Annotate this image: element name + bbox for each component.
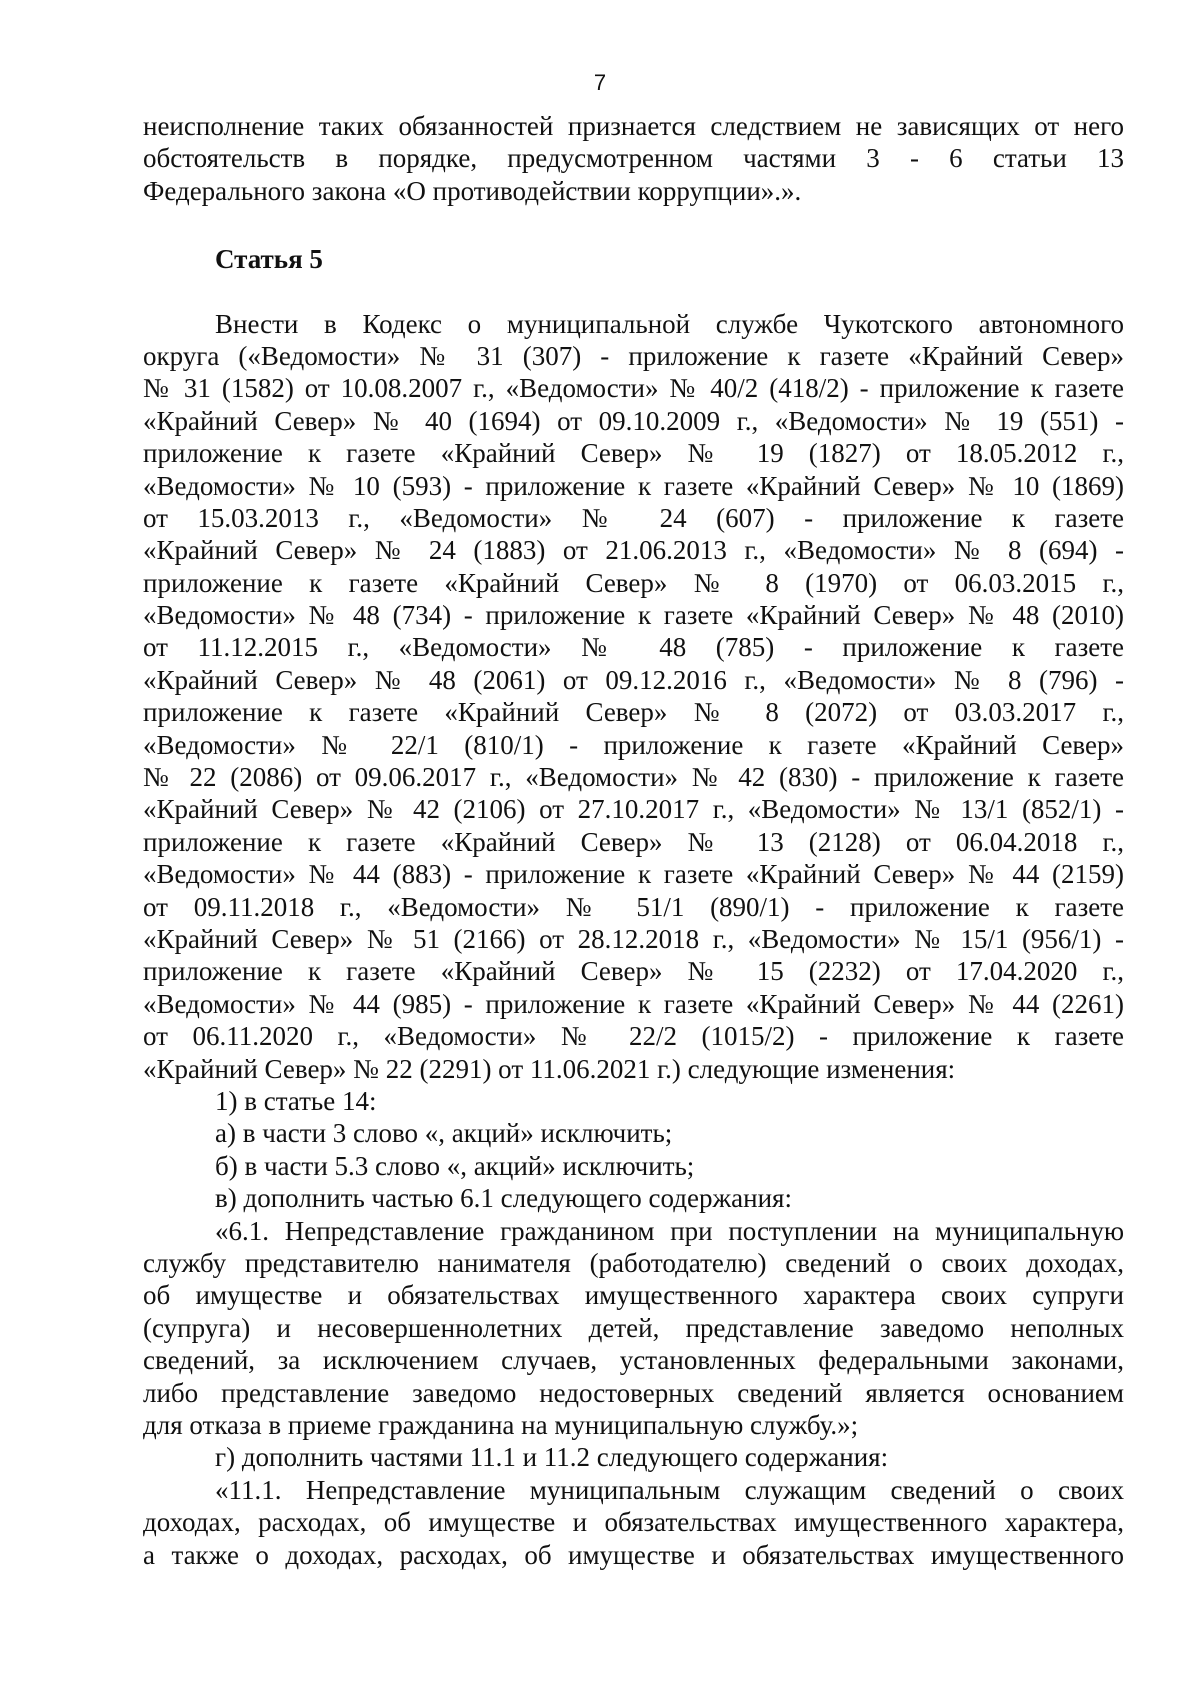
part-6-1-paragraph [143,1215,1124,1442]
text-line: (супруга) и несовершеннолетних детей, представление заведомо неполных [143,1312,1124,1343]
text-line: «Крайний Север» № 22 (2291) от 11.06.2021 г.) следующие изменения: [143,1053,956,1084]
article-title: Статья 5 [215,244,323,275]
text-line: сведений, за исключением случаев, установленных федеральными законами, [143,1345,1124,1376]
text-line: «Ведомости» № 48 (734) - приложение к газете «Крайний Север» № 48 (2010) [143,600,1124,631]
article-intro-paragraph [143,308,1124,1085]
text-line: неисполнение таких обязанностей признается следствием не зависящих от него [143,111,1124,141]
item-v: в) дополнить частью 6.1 следующего содержания: [215,1183,792,1214]
text-line: № 22 (2086) от 09.06.2017 г., «Ведомости» № 42 (830) - приложение к газете [143,762,1124,793]
document-body [143,110,1124,1571]
text-line: «Крайний Север» № 42 (2106) от 27.10.2017 г., «Ведомости» № 13/1 (852/1) - [143,794,1124,825]
continuation-paragraph [143,110,1124,207]
text-line: «Ведомости» № 44 (985) - приложение к газете «Крайний Север» № 44 (2261) [143,988,1124,1019]
text-line: от 11.12.2015 г., «Ведомости» № 48 (785) - приложение к газете [143,632,1124,663]
text-line: от 06.11.2020 г., «Ведомости» № 22/2 (1015/2) - приложение к газете [143,1021,1124,1052]
item-a: а) в части 3 слово «, акций» исключить; [215,1118,673,1149]
text-line: обстоятельств в порядке, предусмотренном частями 3 - 6 статьи 13 [143,143,1124,174]
text-line: № 31 (1582) от 10.08.2007 г., «Ведомости» № 40/2 (418/2) - приложение к газете [143,373,1124,404]
item-b: б) в части 5.3 слово «, акций» исключить; [215,1150,695,1181]
item-g: г) дополнить частями 11.1 и 11.2 следующего содержания: [215,1442,889,1473]
text-line: приложение к газете «Крайний Север» № 13 (2128) от 06.04.2018 г., [143,826,1124,857]
text-line: доходах, расходах, об имуществе и обязательствах имущественного характера, [143,1507,1124,1538]
part-11-1-paragraph [143,1474,1124,1571]
text-line: службу представителю нанимателя (работодателю) сведений о своих доходах, [143,1247,1124,1278]
text-line: «6.1. Непредставление гражданином при поступлении на муниципальную [215,1215,1124,1246]
text-line: приложение к газете «Крайний Север» № 15 (2232) от 17.04.2020 г., [143,956,1124,987]
item-1: 1) в статье 14: [215,1085,377,1116]
text-line: «Крайний Север» № 40 (1694) от 09.10.2009 г., «Ведомости» № 19 (551) - [143,405,1124,436]
text-line: а также о доходах, расходах, об имуществе и обязательствах имущественного [143,1539,1124,1570]
text-line: об имуществе и обязательствах имущественного характера своих супруги [143,1280,1124,1311]
text-line: от 09.11.2018 г., «Ведомости» № 51/1 (890/1) - приложение к газете [143,891,1124,922]
text-line: «Ведомости» № 10 (593) - приложение к газете «Крайний Север» № 10 (1869) [143,470,1124,501]
text-line: «Крайний Север» № 51 (2166) от 28.12.2018 г., «Ведомости» № 15/1 (956/1) - [143,924,1124,954]
text-line: «Ведомости» № 44 (883) - приложение к газете «Крайний Север» № 44 (2159) [143,859,1124,890]
text-line: «Крайний Север» № 48 (2061) от 09.12.2016 г., «Ведомости» № 8 (796) - [143,664,1124,695]
text-line: либо представление заведомо недостоверных сведений является основанием [143,1377,1124,1408]
page-number: 7 [593,70,607,95]
text-line: «Ведомости» № 22/1 (810/1) - приложение к газете «Крайний Север» [143,729,1124,760]
text-line: «11.1. Непредставление муниципальным служащим сведений о своих [215,1474,1124,1505]
text-line: приложение к газете «Крайний Север» № 19 (1827) от 18.05.2012 г., [143,438,1124,469]
text-line: приложение к газете «Крайний Север» № 8 (2072) от 03.03.2017 г., [143,697,1124,728]
text-line: для отказа в приеме гражданина на муниципальную службу.»; [143,1409,859,1440]
text-line: «Крайний Север» № 24 (1883) от 21.06.2013 г., «Ведомости» № 8 (694) - [143,535,1124,566]
text-line: Внести в Кодекс о муниципальной службе Чукотского автономного [215,308,1124,339]
text-line: Федерального закона «О противодействии коррупции».». [143,175,802,206]
text-line: округа («Ведомости» № 31 (307) - приложение к газете «Крайний Север» [143,340,1124,371]
text-line: приложение к газете «Крайний Север» № 8 (1970) от 06.03.2015 г., [143,567,1124,598]
text-line: от 15.03.2013 г., «Ведомости» № 24 (607) - приложение к газете [143,502,1124,533]
